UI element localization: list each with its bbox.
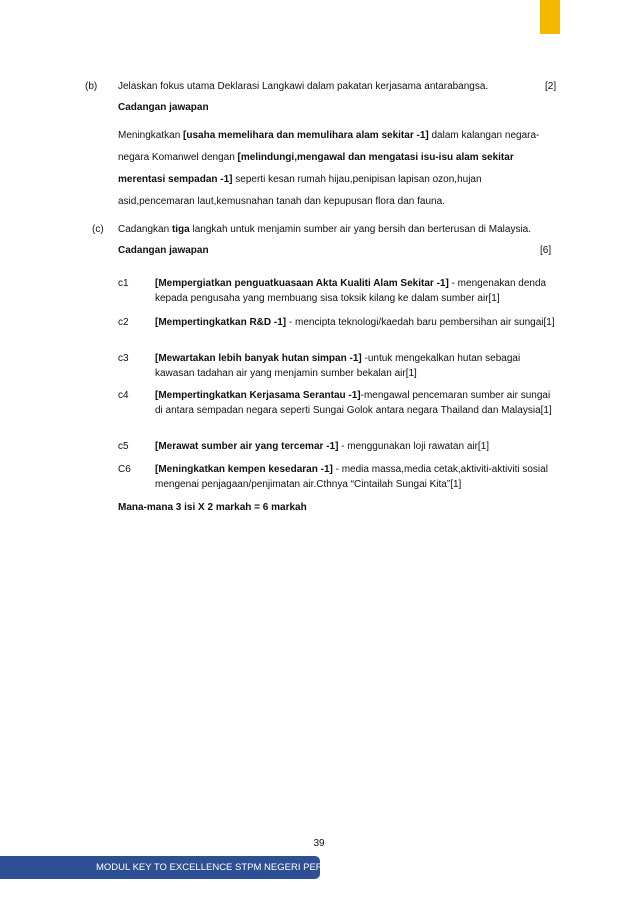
bold-text: [Mempertingkatkan R&D -1] bbox=[155, 317, 287, 328]
part-b-marks: [2] bbox=[545, 81, 557, 92]
list-item bbox=[155, 462, 560, 492]
text: - mengenakan denda kepada pengusaha yang membuang sisa toksik kilang ke dalam sumber air[1] bbox=[155, 278, 547, 304]
bold-text: merentasi sempadan -1] bbox=[118, 174, 233, 185]
part-c-question bbox=[118, 223, 531, 237]
part-b-marker: (b) bbox=[85, 81, 98, 92]
item-code: c3 bbox=[118, 353, 129, 364]
part-c-answer-label: Cadangan jawapan bbox=[118, 245, 209, 256]
list-item bbox=[155, 439, 560, 454]
bold-text: [Merawat sumber air yang tercemar -1] bbox=[155, 441, 339, 452]
item-code: c1 bbox=[118, 278, 129, 289]
bold-text: [Meningkatkan kempen kesedaran -1] bbox=[155, 464, 333, 475]
part-b-answer bbox=[118, 125, 563, 213]
part-b-answer-label: Cadangan jawapan bbox=[118, 102, 209, 113]
text: - mencipta teknologi/kaedah baru pembersihan air sungai[1] bbox=[286, 317, 555, 328]
text: -mengawal pencemaran sumber air sungai di antara sempadan negara seperti Sungai Golok antara negara Thailand dan Malaysia[1] bbox=[155, 390, 552, 416]
list-item bbox=[155, 351, 560, 381]
footer-banner bbox=[0, 856, 336, 879]
part-b-line-1 bbox=[118, 125, 563, 147]
part-c-marks: [6] bbox=[540, 245, 552, 256]
list-item bbox=[155, 315, 560, 330]
footer-text: MODUL KEY TO EXCELLENCE STPM NEGERI PERAK bbox=[96, 862, 336, 873]
text: dalam kalangan negara- bbox=[428, 130, 540, 141]
part-b-line-4: asid,pencemaran laut,kemusnahan tanah dan kepupusan flora dan fauna. bbox=[118, 196, 445, 207]
marks-summary: Mana-mana 3 isi X 2 markah = 6 markah bbox=[118, 502, 307, 513]
bold-text: [melindungi,mengawal dan mengatasi isu-isu alam sekitar bbox=[237, 152, 514, 163]
item-code: c2 bbox=[118, 317, 129, 328]
text: langkah untuk menjamin sumber air yang bersih dan berterusan di Malaysia. bbox=[189, 224, 532, 235]
page-number: 39 bbox=[313, 838, 325, 849]
item-code: c5 bbox=[118, 441, 129, 452]
bold-text: [Mempergiatkan penguatkuasaan Akta Kualiti Alam Sekitar -1] bbox=[155, 278, 449, 289]
item-code: c4 bbox=[118, 390, 129, 401]
bold-text: [Mempertingkatkan Kerjasama Serantau -1] bbox=[155, 390, 361, 401]
text: negara Komanwel dengan bbox=[118, 152, 238, 163]
text: Cadangkan bbox=[118, 224, 172, 235]
part-b-question: Jelaskan fokus utama Deklarasi Langkawi dalam pakatan kerjasama antarabangsa. bbox=[118, 81, 489, 92]
text: - media massa,media cetak,aktiviti-aktiviti sosial mengenai penjagaan/penjimatan air.Cthnya “Cintailah Sungai Kita”[1] bbox=[155, 464, 548, 490]
text: -untuk mengekalkan hutan sebagai kawasan tadahan air yang menjamin sumber bekalan air[1] bbox=[155, 353, 521, 379]
part-b-line-2 bbox=[118, 147, 563, 169]
text: Meningkatkan bbox=[118, 130, 184, 141]
bold-text: [Mewartakan lebih banyak hutan simpan -1] bbox=[155, 353, 362, 364]
text: seperti kesan rumah hijau,penipisan lapisan ozon,hujan bbox=[232, 174, 482, 185]
list-item bbox=[155, 276, 560, 306]
part-b-line-3 bbox=[118, 169, 563, 191]
item-code: C6 bbox=[118, 464, 131, 475]
corner-tab bbox=[540, 0, 560, 34]
bold-text: tiga bbox=[171, 224, 190, 235]
list-item bbox=[155, 388, 560, 418]
bold-text: [usaha memelihara dan memulihara alam sekitar -1] bbox=[183, 130, 429, 141]
part-c-marker: (c) bbox=[92, 224, 104, 235]
text: - menggunakan loji rawatan air[1] bbox=[338, 441, 490, 452]
